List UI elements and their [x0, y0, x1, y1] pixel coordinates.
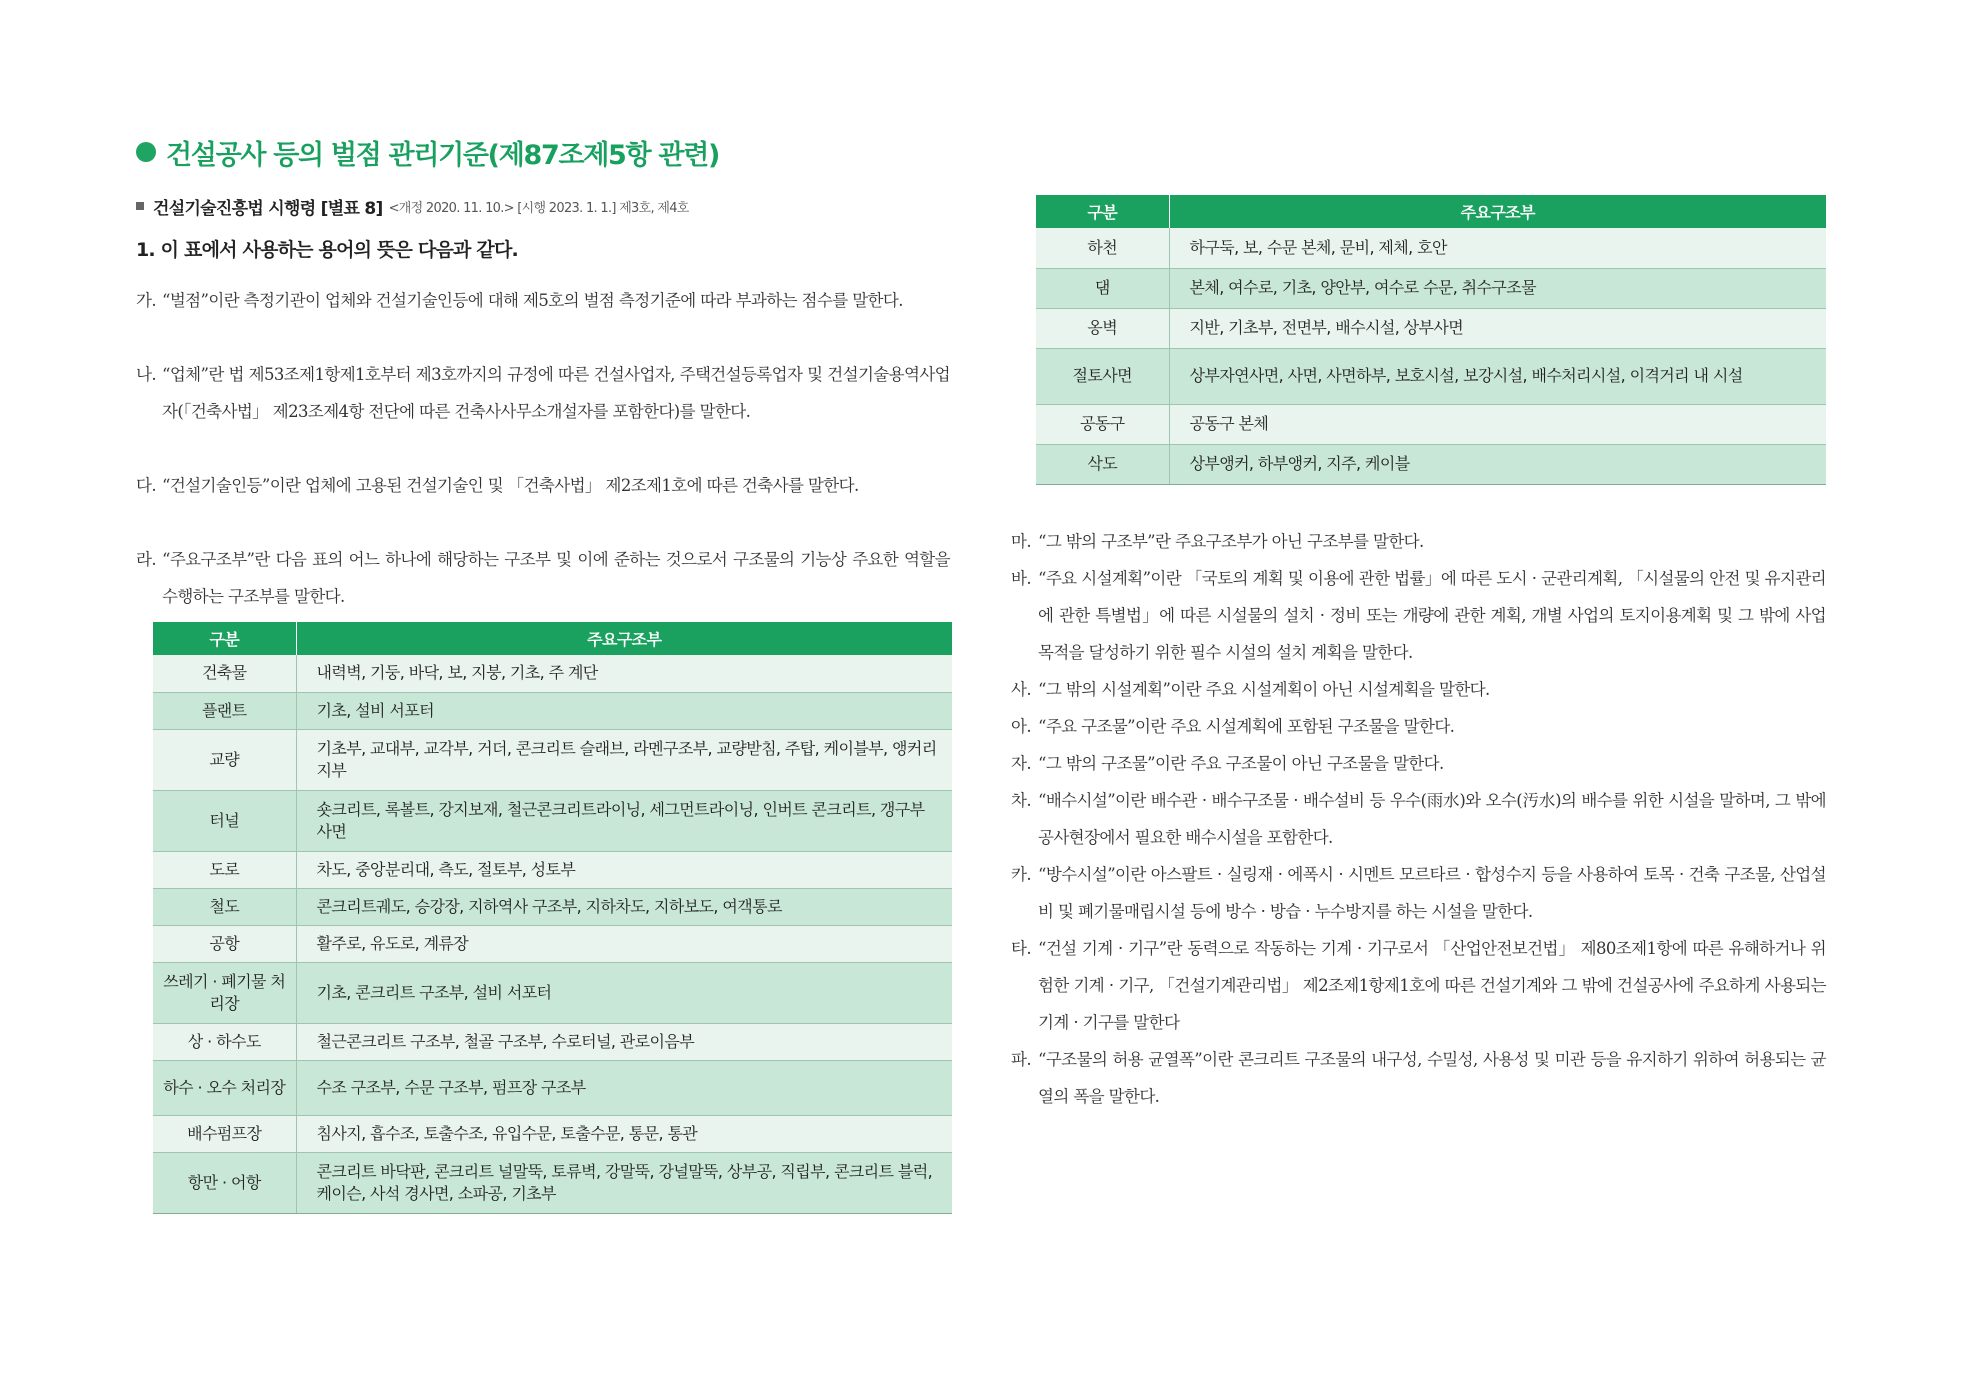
definition-item — [1011, 523, 1826, 560]
structure-table-left — [153, 622, 952, 1214]
definition-text: “주요 시설계획”이란 「국토의 계획 및 이용에 관한 법률」에 따른 도시 · 군관리계획, 「시설물의 안전 및 유지관리에 관한 특별법」에 따른 시설물의 설치 · 정비 또는 개량에 관한 계획, 개별 사업의 토지이용계획 및 그 밖에 사업 목적을 달성하기 위한 필수 시설의 설치 계획을 말한다. — [1038, 569, 1826, 662]
row-category: 철도 — [153, 888, 296, 925]
row-structures: 철근콘크리트 구조부, 철골 구조부, 수로터널, 관로이음부 — [296, 1023, 952, 1060]
table-row — [153, 655, 952, 692]
table-row — [153, 729, 952, 790]
row-structures: 기초, 설비 서포터 — [296, 692, 952, 729]
header-structure: 주요구조부 — [296, 622, 952, 655]
definition-text: “그 밖의 구조물”이란 주요 구조물이 아닌 구조물을 말한다. — [1038, 754, 1444, 773]
row-structures: 콘크리트 바닥판, 콘크리트 널말뚝, 토류벽, 강말뚝, 강널말뚝, 상부공, 직립부, 콘크리트 블럭, 케이슨, 사석 경사면, 소파공, 기초부 — [296, 1152, 952, 1213]
row-structures: 지반, 기초부, 전면부, 배수시설, 상부사면 — [1169, 308, 1826, 348]
header-structure: 주요구조부 — [1169, 195, 1826, 228]
row-category: 공동구 — [1036, 404, 1169, 444]
definition-item — [1011, 671, 1826, 708]
definition-item — [136, 282, 950, 319]
table-row — [153, 888, 952, 925]
row-structures: 본체, 여수로, 기초, 양안부, 여수로 수문, 취수구조물 — [1169, 268, 1826, 308]
row-structures: 콘크리트궤도, 승강장, 지하역사 구조부, 지하차도, 지하보도, 여객통로 — [296, 888, 952, 925]
law-reference — [136, 193, 689, 219]
law-revision: <개정 2020. 11. 10.> [시행 2023. 1. 1.] 제3호, 제4호 — [388, 200, 689, 216]
table-row — [1036, 444, 1826, 484]
definition-label: 다. — [136, 476, 156, 495]
definition-item — [1011, 782, 1826, 856]
row-structures: 공동구 본체 — [1169, 404, 1826, 444]
definition-label: 카. — [1011, 865, 1031, 884]
row-category: 터널 — [153, 790, 296, 851]
definition-text: “구조물의 허용 균열폭”이란 콘크리트 구조물의 내구성, 수밀성, 사용성 및 미관 등을 유지하기 위하여 허용되는 균열의 폭을 말한다. — [1038, 1050, 1826, 1106]
row-structures: 침사지, 흡수조, 토출수조, 유입수문, 토출수문, 통문, 통관 — [296, 1115, 952, 1152]
definition-label: 라. — [136, 550, 156, 569]
definition-text: “주요구조부”란 다음 표의 어느 하나에 해당하는 구조부 및 이에 준하는 것으로서 구조물의 기능상 주요한 역할을 수행하는 구조부를 말한다. — [162, 550, 950, 606]
definition-text: “배수시설”이란 배수관 · 배수구조물 · 배수설비 등 우수(雨水)와 오수(汚水)의 배수를 위한 시설을 말하며, 그 밖에 공사현장에서 필요한 배수시설을 포함한다. — [1038, 791, 1826, 847]
table-row — [153, 1060, 952, 1115]
definition-text: “주요 구조물”이란 주요 시설계획에 포함된 구조물을 말한다. — [1038, 717, 1455, 736]
definition-item — [1011, 930, 1826, 1041]
definition-label: 아. — [1011, 717, 1031, 736]
table-header-row — [1036, 195, 1826, 228]
table-row — [1036, 404, 1826, 444]
row-category: 도로 — [153, 851, 296, 888]
definition-label: 나. — [136, 365, 156, 384]
definition-text: “업체”란 법 제53조제1항제1호부터 제3호까지의 규정에 따른 건설사업자, 주택건설등록업자 및 건설기술용역사업자(「건축사법」 제23조제4항 전단에 따른 건축사사무소개설자를 포함한다)를 말한다. — [162, 365, 950, 421]
row-category: 하천 — [1036, 228, 1169, 268]
row-category: 댐 — [1036, 268, 1169, 308]
table-header-row — [153, 622, 952, 655]
table-row — [1036, 348, 1826, 404]
table-row — [153, 790, 952, 851]
table-row — [153, 962, 952, 1023]
definition-item — [1011, 856, 1826, 930]
row-structures: 활주로, 유도로, 계류장 — [296, 925, 952, 962]
page-title-text: 건설공사 등의 벌점 관리기준(제87조제5항 관련) — [166, 139, 720, 171]
row-structures: 상부자연사면, 사면, 사면하부, 보호시설, 보강시설, 배수처리시설, 이격거리 내 시설 — [1169, 348, 1826, 404]
row-category: 옹벽 — [1036, 308, 1169, 348]
table-row — [153, 925, 952, 962]
table-row — [1036, 268, 1826, 308]
table-row — [153, 1152, 952, 1213]
definition-label: 파. — [1011, 1050, 1031, 1069]
row-category: 플랜트 — [153, 692, 296, 729]
definition-text: “방수시설”이란 아스팔트 · 실링재 · 에폭시 · 시멘트 모르타르 · 합성수지 등을 사용하여 토목 · 건축 구조물, 산업설비 및 폐기물매립시설 등에 방수 · 방습 · 누수방지를 하는 시설을 말한다. — [1038, 865, 1826, 921]
page-title — [136, 134, 719, 170]
definition-label: 사. — [1011, 680, 1031, 699]
structure-table-right — [1036, 195, 1826, 485]
row-structures: 상부앵커, 하부앵커, 지주, 케이블 — [1169, 444, 1826, 484]
row-structures: 하구둑, 보, 수문 본체, 문비, 제체, 호안 — [1169, 228, 1826, 268]
row-category: 하수 · 오수 처리장 — [153, 1060, 296, 1115]
row-category: 배수펌프장 — [153, 1115, 296, 1152]
header-category: 구분 — [1036, 195, 1169, 228]
law-name: 건설기술진흥법 시행령 [별표 8] — [153, 198, 383, 219]
green-bullet-icon — [136, 142, 156, 162]
row-category: 항만 · 어항 — [153, 1152, 296, 1213]
square-bullet-icon — [136, 202, 144, 210]
definition-text: “그 밖의 시설계획”이란 주요 시설계획이 아닌 시설계획을 말한다. — [1038, 680, 1490, 699]
row-structures: 기초, 콘크리트 구조부, 설비 서포터 — [296, 962, 952, 1023]
row-structures: 기초부, 교대부, 교각부, 거더, 콘크리트 슬래브, 라멘구조부, 교량받침, 주탑, 케이블부, 앵커리지부 — [296, 729, 952, 790]
header-category: 구분 — [153, 622, 296, 655]
definition-item — [1011, 745, 1826, 782]
table-row — [153, 1023, 952, 1060]
definition-text: “벌점”이란 측정기관이 업체와 건설기술인등에 대해 제5호의 벌점 측정기준에 따라 부과하는 점수를 말한다. — [162, 291, 903, 310]
row-category: 절토사면 — [1036, 348, 1169, 404]
row-category: 삭도 — [1036, 444, 1169, 484]
definition-label: 타. — [1011, 939, 1031, 958]
row-structures: 숏크리트, 록볼트, 강지보재, 철근콘크리트라이닝, 세그먼트라이닝, 인버트 콘크리트, 갱구부 사면 — [296, 790, 952, 851]
definition-text: “건설기술인등”이란 업체에 고용된 건설기술인 및 「건축사법」 제2조제1호에 따른 건축사를 말한다. — [162, 476, 859, 495]
definition-item — [136, 467, 950, 504]
row-category: 교량 — [153, 729, 296, 790]
definition-item — [1011, 1041, 1826, 1115]
definition-text: “그 밖의 구조부”란 주요구조부가 아닌 구조부를 말한다. — [1038, 532, 1424, 551]
table-row — [1036, 228, 1826, 268]
definition-item — [1011, 560, 1826, 671]
definition-text: “건설 기계 · 기구”란 동력으로 작동하는 기계 · 기구로서 「산업안전보건법」 제80조제1항에 따른 유해하거나 위험한 기계 · 기구, 「건설기계관리법」 제2조제1항제1호에 따른 건설기계와 그 밖에 건설공사에 주요하게 사용되는 기계 · 기구를 말한다 — [1038, 939, 1826, 1032]
definition-label: 자. — [1011, 754, 1031, 773]
row-structures: 내력벽, 기둥, 바닥, 보, 지붕, 기초, 주 계단 — [296, 655, 952, 692]
table-row — [153, 1115, 952, 1152]
row-category: 건축물 — [153, 655, 296, 692]
table-row — [1036, 308, 1826, 348]
definition-label: 마. — [1011, 532, 1031, 551]
row-category: 상 · 하수도 — [153, 1023, 296, 1060]
row-category: 쓰레기 · 폐기물 처리장 — [153, 962, 296, 1023]
definition-item — [136, 356, 950, 430]
definition-label: 바. — [1011, 569, 1031, 588]
table-row — [153, 851, 952, 888]
row-category: 공항 — [153, 925, 296, 962]
definition-label: 가. — [136, 291, 156, 310]
definition-item — [136, 541, 950, 615]
definition-item — [1011, 708, 1826, 745]
row-structures: 차도, 중앙분리대, 측도, 절토부, 성토부 — [296, 851, 952, 888]
definition-label: 차. — [1011, 791, 1031, 810]
section-heading: 1. 이 표에서 사용하는 용어의 뜻은 다음과 같다. — [136, 239, 518, 261]
table-row — [153, 692, 952, 729]
row-structures: 수조 구조부, 수문 구조부, 펌프장 구조부 — [296, 1060, 952, 1115]
